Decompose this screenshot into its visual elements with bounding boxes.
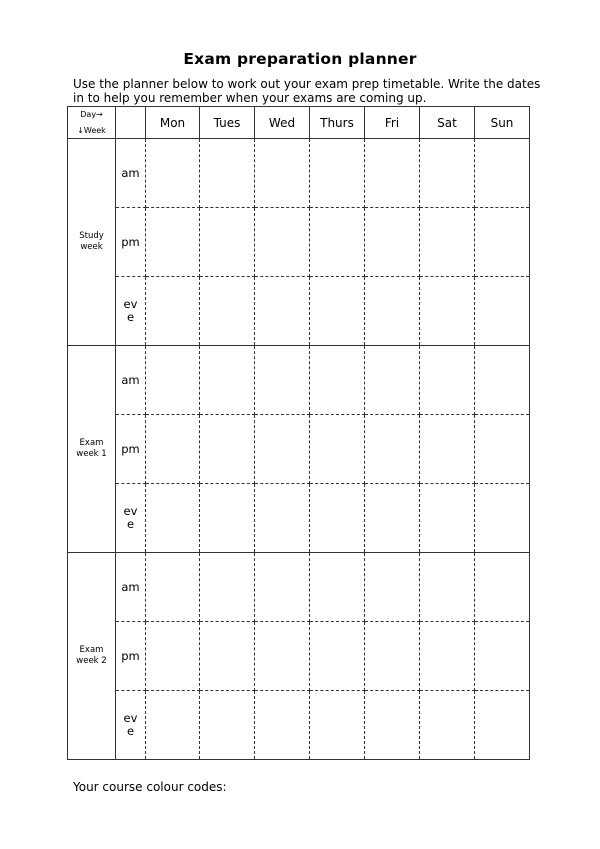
planner-cell[interactable] xyxy=(365,622,420,691)
intro-text: Use the planner below to work out your exam prep timetable. Write the dates in to help you remember when your exams are coming up. xyxy=(73,77,541,105)
slot-eve-line2: e xyxy=(126,517,135,531)
planner-cell[interactable] xyxy=(310,553,365,622)
planner-cell[interactable] xyxy=(310,346,365,415)
exam-week-1-eve-row xyxy=(68,484,530,553)
planner-cell[interactable] xyxy=(146,484,200,553)
planner-table xyxy=(67,106,530,760)
day-header-tues: Tues xyxy=(200,107,255,139)
planner-cell[interactable] xyxy=(146,139,200,208)
planner-cell[interactable] xyxy=(365,553,420,622)
slot-eve-line2: e xyxy=(126,310,135,324)
planner-cell[interactable] xyxy=(146,346,200,415)
planner-cell[interactable] xyxy=(475,139,530,208)
planner-cell[interactable] xyxy=(310,622,365,691)
planner-cell[interactable] xyxy=(200,346,255,415)
planner-cell[interactable] xyxy=(475,553,530,622)
planner-cell[interactable] xyxy=(365,346,420,415)
slot-pm: pm xyxy=(116,208,146,277)
week-label-line2: week 1 xyxy=(76,449,107,459)
study-week-pm-row xyxy=(68,208,530,277)
slot-pm: pm xyxy=(116,415,146,484)
planner-cell[interactable] xyxy=(365,277,420,346)
planner-cell[interactable] xyxy=(475,277,530,346)
slot-eve-line1: ev xyxy=(123,504,138,518)
exam-week-2-pm-row xyxy=(68,622,530,691)
planner-cell[interactable] xyxy=(310,691,365,760)
slot-eve-line1: ev xyxy=(123,711,138,725)
planner-cell[interactable] xyxy=(255,691,310,760)
slot-eve xyxy=(116,691,146,760)
slot-am: am xyxy=(116,346,146,415)
planner-cell[interactable] xyxy=(255,208,310,277)
slot-eve-line1: ev xyxy=(123,297,138,311)
planner-cell[interactable] xyxy=(365,208,420,277)
exam-week-1-am-row xyxy=(68,346,530,415)
week-label-line1: Study xyxy=(79,231,104,241)
slot-am: am xyxy=(116,139,146,208)
planner-cell[interactable] xyxy=(420,277,475,346)
planner-cell[interactable] xyxy=(255,277,310,346)
planner-cell[interactable] xyxy=(365,415,420,484)
study-week-am-row xyxy=(68,139,530,208)
day-arrow-label: Day→ xyxy=(80,109,103,119)
planner-cell[interactable] xyxy=(200,277,255,346)
week-label-line2: week 2 xyxy=(76,656,107,666)
planner-cell[interactable] xyxy=(200,484,255,553)
planner-cell[interactable] xyxy=(475,622,530,691)
planner-cell[interactable] xyxy=(146,277,200,346)
slot-eve xyxy=(116,277,146,346)
planner-cell[interactable] xyxy=(310,415,365,484)
planner-cell[interactable] xyxy=(200,553,255,622)
header-row xyxy=(68,107,530,139)
planner-cell[interactable] xyxy=(146,415,200,484)
planner-cell[interactable] xyxy=(200,208,255,277)
day-header-mon: Mon xyxy=(146,107,200,139)
planner-cell[interactable] xyxy=(200,622,255,691)
planner-cell[interactable] xyxy=(365,691,420,760)
planner-cell[interactable] xyxy=(146,691,200,760)
planner-cell[interactable] xyxy=(255,484,310,553)
planner-cell[interactable] xyxy=(475,346,530,415)
exam-week-2-eve-row xyxy=(68,691,530,760)
week-label-line1: Exam xyxy=(79,645,104,655)
planner-cell[interactable] xyxy=(146,622,200,691)
corner-cell xyxy=(68,107,116,139)
planner-cell[interactable] xyxy=(255,622,310,691)
week-label-study xyxy=(68,139,116,346)
slot-eve-line2: e xyxy=(126,724,135,738)
planner-cell[interactable] xyxy=(420,346,475,415)
planner-cell[interactable] xyxy=(420,208,475,277)
planner-cell[interactable] xyxy=(420,139,475,208)
planner-cell[interactable] xyxy=(420,415,475,484)
planner-cell[interactable] xyxy=(475,208,530,277)
slot-header-blank xyxy=(116,107,146,139)
exam-week-2-am-row xyxy=(68,553,530,622)
planner-cell[interactable] xyxy=(420,553,475,622)
planner-cell[interactable] xyxy=(255,139,310,208)
slot-am: am xyxy=(116,553,146,622)
planner-cell[interactable] xyxy=(475,484,530,553)
day-header-fri: Fri xyxy=(365,107,420,139)
planner-cell[interactable] xyxy=(200,415,255,484)
planner-cell[interactable] xyxy=(200,691,255,760)
planner-cell[interactable] xyxy=(420,691,475,760)
week-label-line2: week xyxy=(80,242,103,252)
planner-cell[interactable] xyxy=(365,139,420,208)
planner-cell[interactable] xyxy=(255,415,310,484)
day-header-wed: Wed xyxy=(255,107,310,139)
day-header-sun: Sun xyxy=(475,107,530,139)
planner-cell[interactable] xyxy=(420,484,475,553)
week-label-exam-1 xyxy=(68,346,116,553)
planner-cell[interactable] xyxy=(475,691,530,760)
planner-cell[interactable] xyxy=(146,553,200,622)
planner-cell[interactable] xyxy=(255,553,310,622)
planner-cell[interactable] xyxy=(146,208,200,277)
colour-codes-label: Your course colour codes: xyxy=(73,780,227,794)
day-header-sat: Sat xyxy=(420,107,475,139)
exam-week-1-pm-row xyxy=(68,415,530,484)
week-label-line1: Exam xyxy=(79,438,104,448)
planner-cell[interactable] xyxy=(365,484,420,553)
planner-cell[interactable] xyxy=(475,415,530,484)
planner-cell[interactable] xyxy=(200,139,255,208)
study-week-eve-row xyxy=(68,277,530,346)
slot-pm: pm xyxy=(116,622,146,691)
planner-cell[interactable] xyxy=(310,277,365,346)
day-header-thurs: Thurs xyxy=(310,107,365,139)
planner-cell[interactable] xyxy=(310,139,365,208)
page-title: Exam preparation planner xyxy=(183,50,417,68)
planner-cell[interactable] xyxy=(310,208,365,277)
planner-cell[interactable] xyxy=(420,622,475,691)
slot-eve xyxy=(116,484,146,553)
week-arrow-label: ↓Week xyxy=(77,125,106,135)
week-label-exam-2 xyxy=(68,553,116,760)
planner-cell[interactable] xyxy=(310,484,365,553)
planner-cell[interactable] xyxy=(255,346,310,415)
